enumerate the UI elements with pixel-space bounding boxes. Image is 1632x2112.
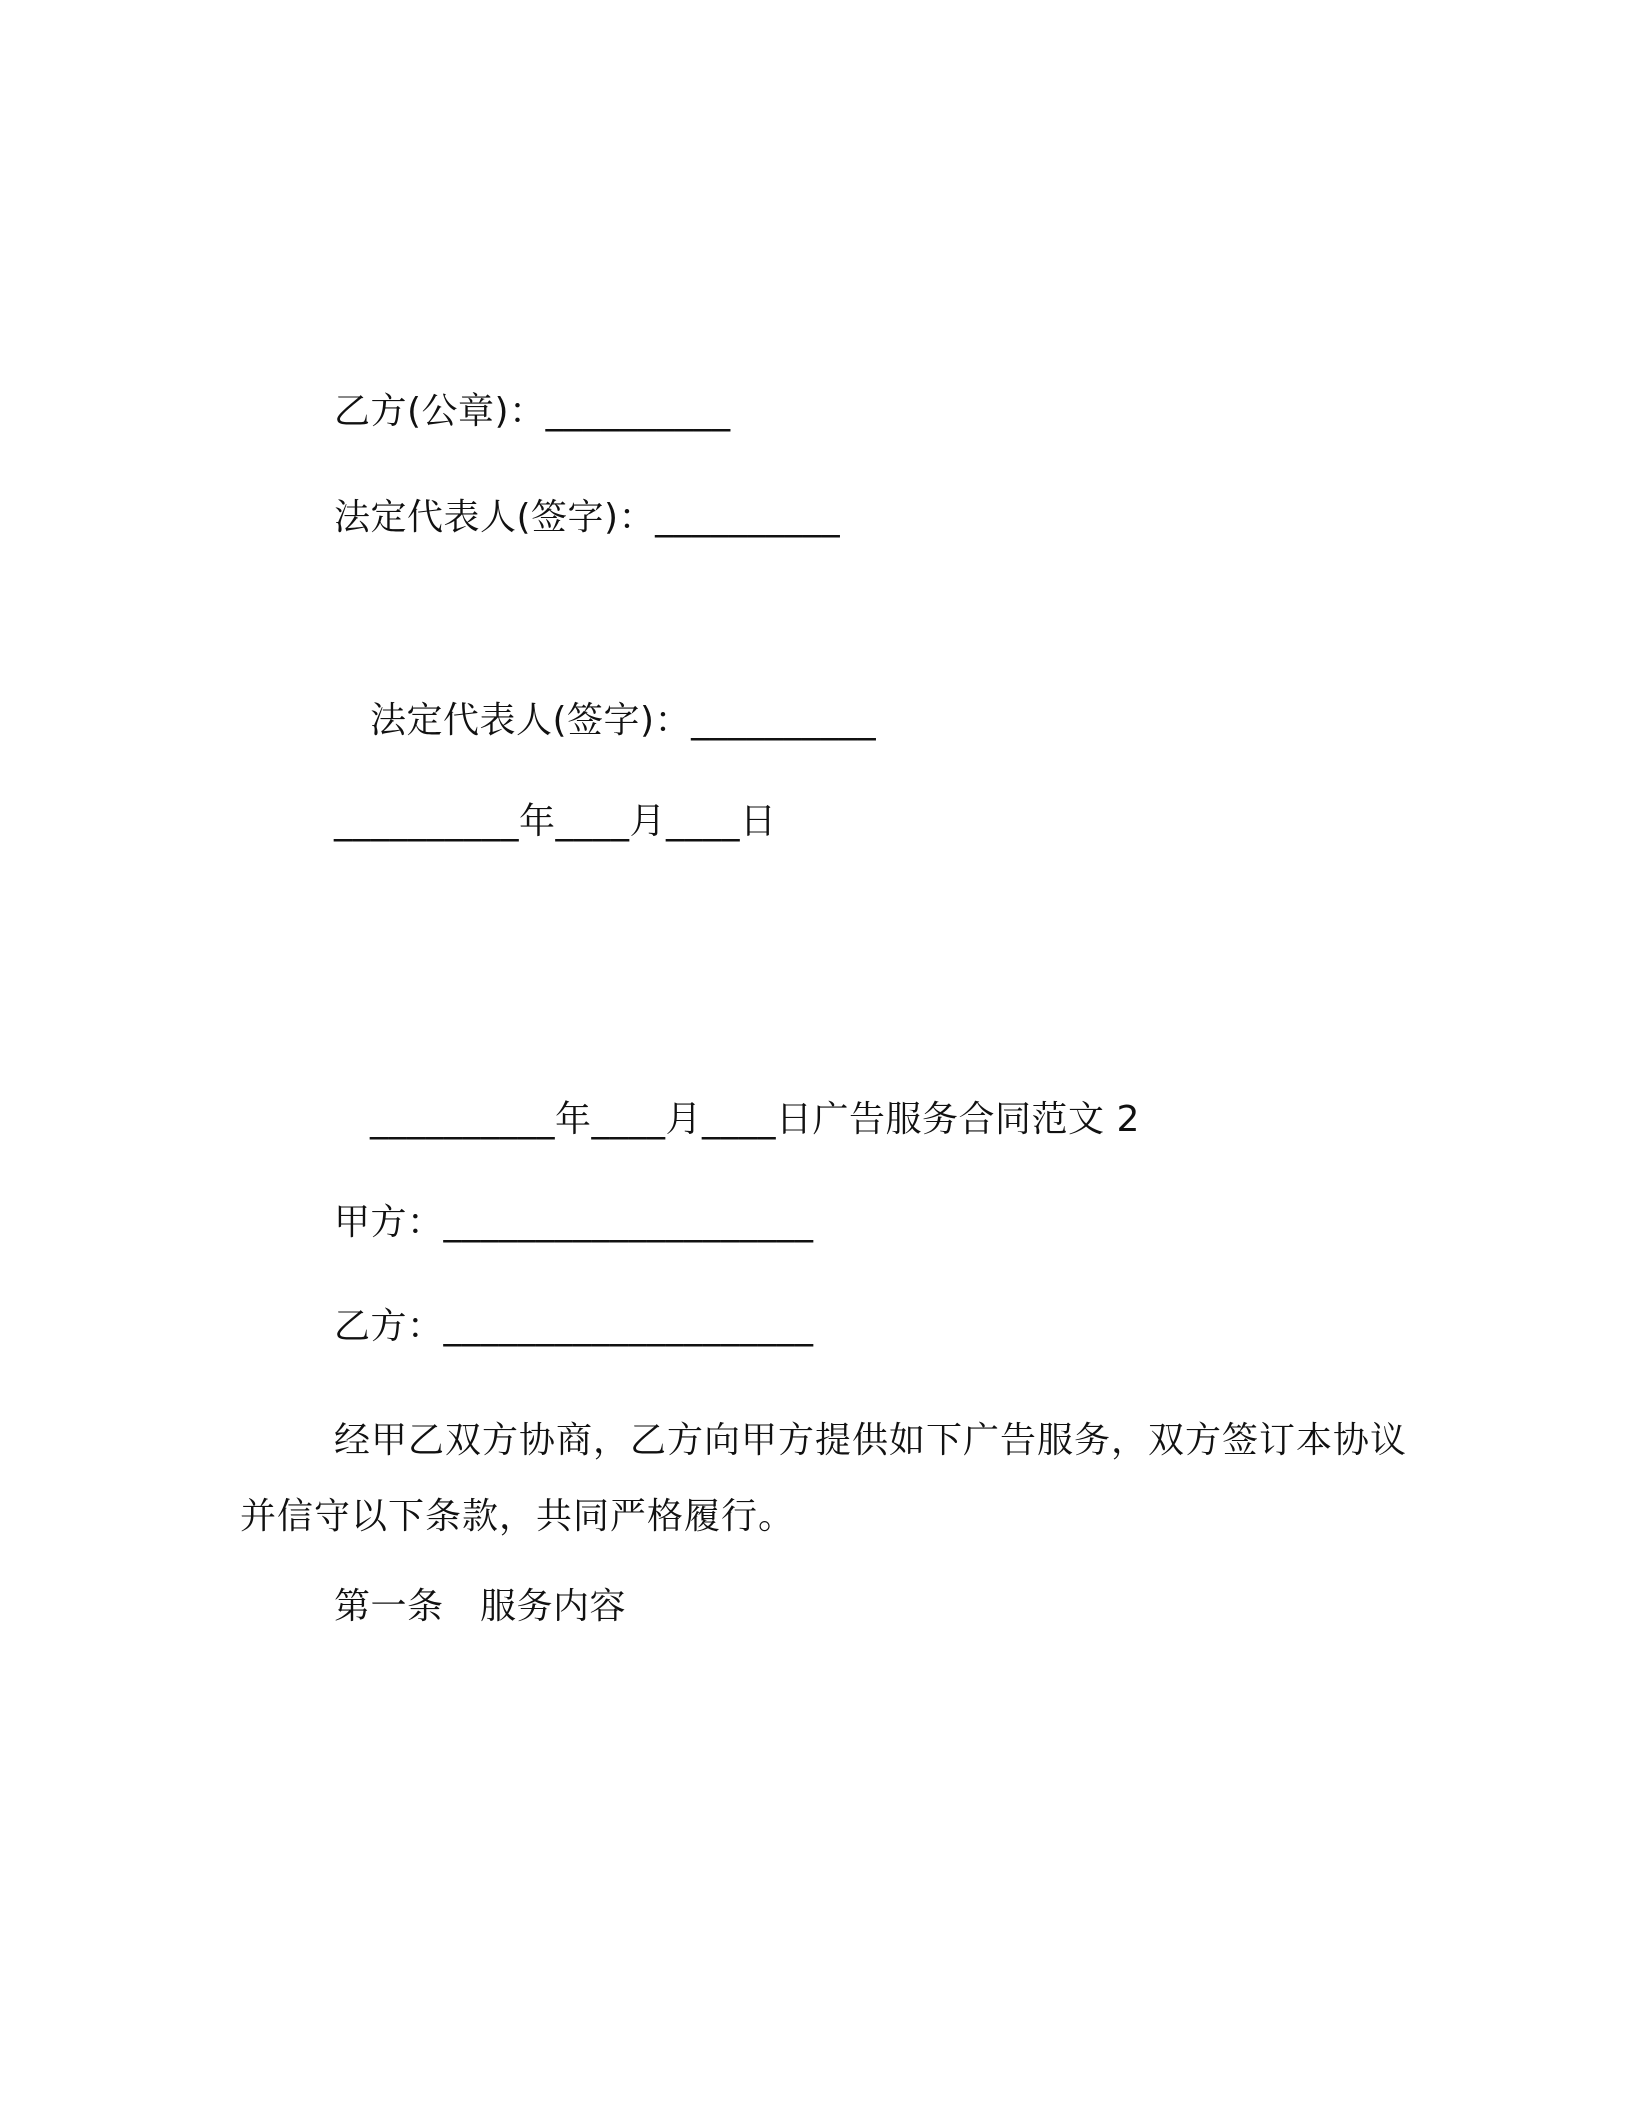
agreement-intro-paragraph: 经甲乙双方协商，乙方向甲方提供如下广告服务，双方签订本协议并信守以下条款，共同严格履行。: [240, 1420, 1408, 1537]
date-and-contract-title-line: __________年____月____日广告服务合同范文 2: [370, 1099, 1140, 1140]
legal-representative-signature-line: 法定代表人(签字)：__________: [334, 497, 841, 538]
party-b-line: 乙方：____________________: [334, 1306, 814, 1347]
party-a-line: 甲方：____________________: [334, 1202, 814, 1243]
party-b-seal-line: 乙方(公章)：__________: [334, 391, 731, 432]
date-line: __________年____月____日: [334, 801, 777, 842]
section-heading: 第一条 服务内容: [334, 1586, 627, 1627]
legal-representative-signature-line-2: 法定代表人(签字)：__________: [370, 700, 877, 741]
